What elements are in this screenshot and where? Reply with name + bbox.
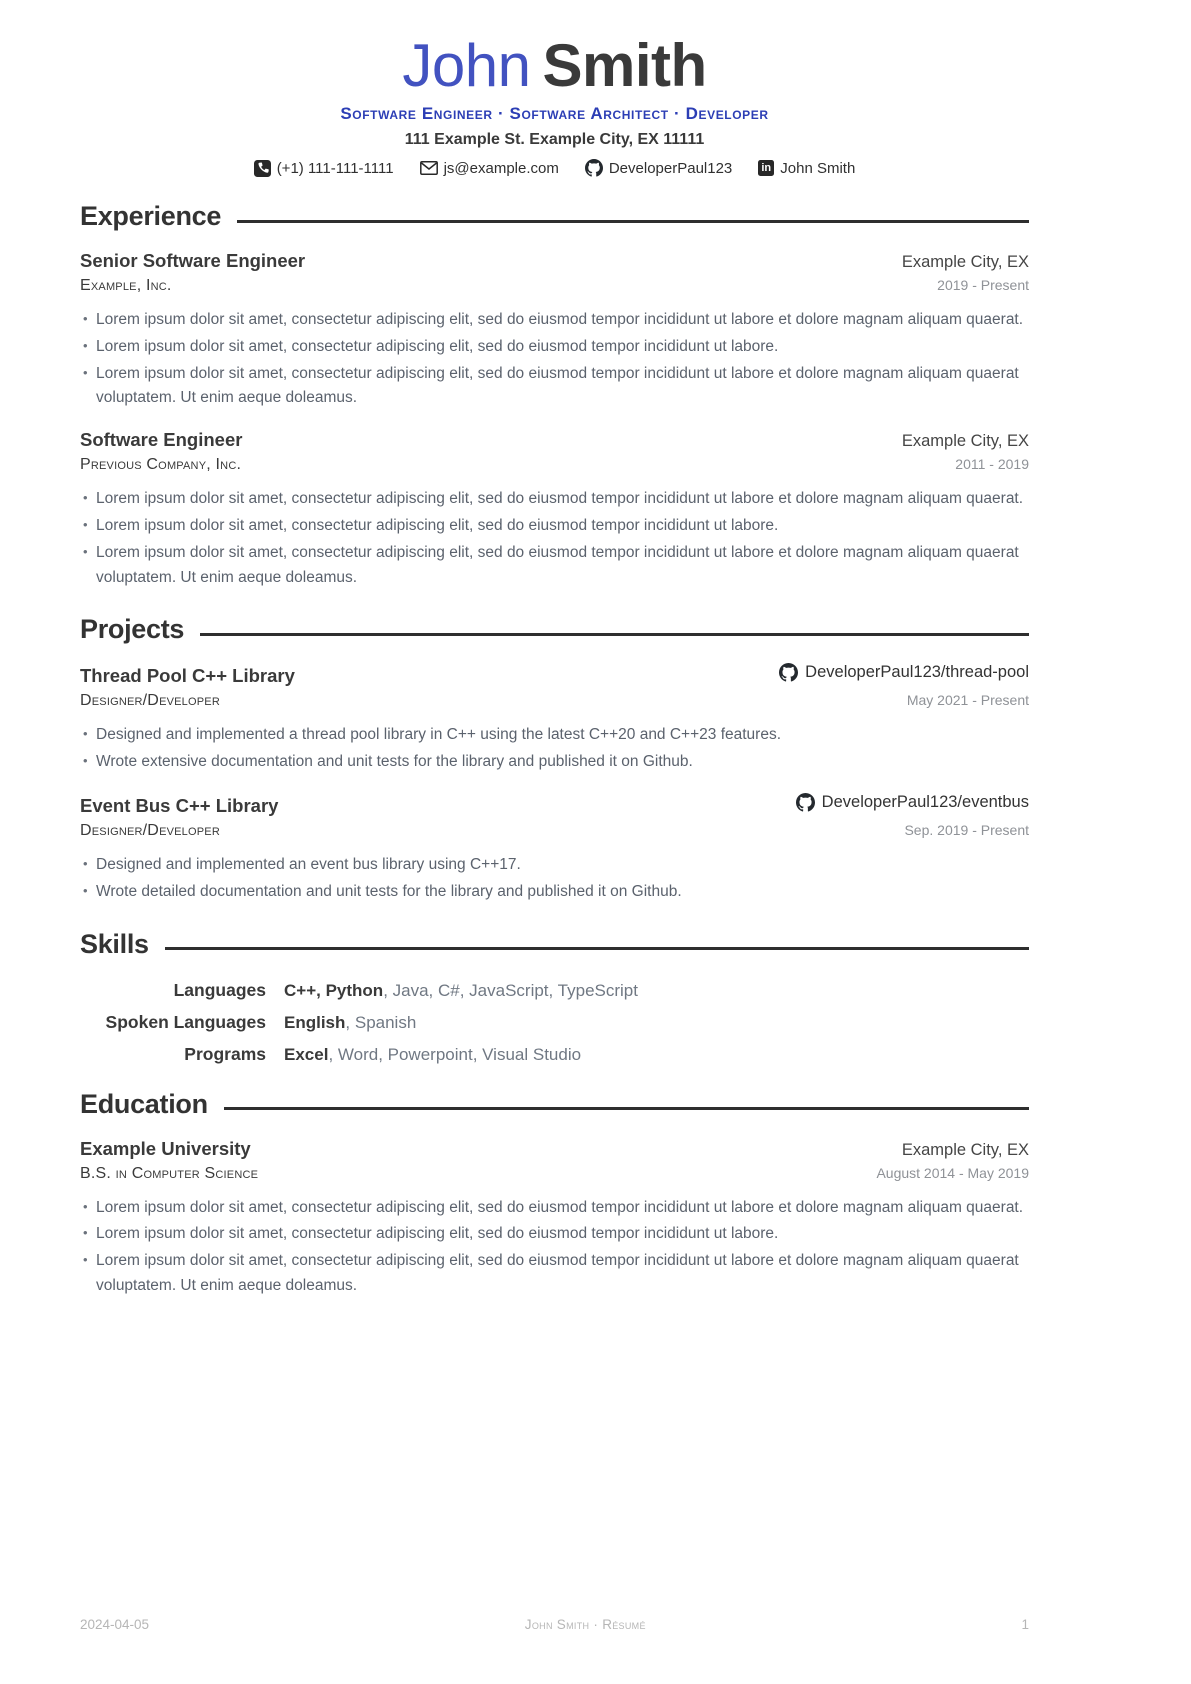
contact-row [80,159,1029,177]
skill-label: Languages [173,979,266,1000]
repo-path: DeveloperPaul123/thread-pool [805,663,1029,682]
skill-label: Programs [184,1043,266,1064]
education-entry-1 [80,1138,1029,1299]
skill-row-spoken-languages [80,1012,1029,1033]
phone-icon [254,160,271,177]
section-title-skills: Skills [80,928,149,959]
github-icon [585,159,603,177]
job-bullet: • Lorem ipsum dolor sit amet, consectetur adipiscing elit, sed do eiusmod tempor incididunt ut labore. [96,514,1029,539]
section-divider [200,633,1029,636]
degree-name: B.S. in Computer Science [80,1164,259,1182]
skill-value: English, Spanish [284,1012,417,1032]
job-title: Software Engineer [80,429,243,451]
project-dates: May 2021 - Present [906,692,1029,709]
education-bullet-list [80,1196,1029,1299]
section-projects [80,614,1029,904]
linkedin-name: John Smith [780,159,856,177]
education-bullet: • Lorem ipsum dolor sit amet, consectetur adipiscing elit, sed do eiusmod tempor incididunt ut labore et dolore magnam aliquam quaerat. [96,1196,1029,1221]
job-title: Senior Software Engineer [80,250,306,271]
education-dates: August 2014 - May 2019 [876,1164,1029,1181]
school-location: Example City, EX [901,1140,1029,1159]
last-name: Smith [542,32,707,99]
skill-label: Spoken Languages [105,1011,266,1032]
resume-header [80,34,1029,177]
project-bullet-list [80,723,1029,775]
skill-value: C++, Python, Java, C#, JavaScript, TypeScript [284,980,638,1000]
project-bullet: • Designed and implemented a thread pool library in C++ using the latest C++20 and C++23 features. [96,723,1029,748]
job-location: Example City, EX [901,432,1029,451]
project-bullet: • Designed and implemented an event bus library using C++17. [96,853,1029,878]
section-divider [237,220,1029,223]
repo-path: DeveloperPaul123/eventbus [821,792,1029,811]
school-name: Example University [80,1137,251,1159]
education-bullet: • Lorem ipsum dolor sit amet, consectetur adipiscing elit, sed do eiusmod tempor incididunt ut labore. [96,1222,1029,1247]
project-repo-link[interactable] [796,793,1029,812]
job-bullet: • Lorem ipsum dolor sit amet, consectetur adipiscing elit, sed do eiusmod tempor incididunt ut labore et dolore magnam aliquam quaerat voluptatem. Ut enim aeque doleamus. [96,541,1029,591]
project-bullet: • Wrote detailed documentation and unit tests for the library and published it on Github. [96,880,1029,905]
job-bullet-list [80,308,1029,411]
linkedin-profile-link[interactable] [758,160,855,177]
project-dates: Sep. 2019 - Present [904,821,1029,838]
experience-entry-1 [80,250,1029,411]
job-bullet-list [80,487,1029,590]
skill-value: Excel, Word, Powerpoint, Visual Studio [284,1044,582,1064]
section-education [80,1089,1029,1299]
section-title-projects: Projects [80,614,185,645]
section-divider [224,1107,1029,1110]
company-name: Example, Inc. [80,277,172,294]
github-username: DeveloperPaul123 [608,159,733,177]
skills-table [80,980,1029,1065]
footer-title: John Smith · Résumé [524,1617,646,1632]
job-bullet: • Lorem ipsum dolor sit amet, consectetur adipiscing elit, sed do eiusmod tempor incididunt ut labore et dolore magnam aliquam quaerat. [96,487,1029,512]
section-skills [80,929,1029,1065]
email-link[interactable] [420,160,559,177]
linkedin-icon: in [758,160,774,176]
job-bullet: • Lorem ipsum dolor sit amet, consectetur adipiscing elit, sed do eiusmod tempor incididunt ut labore et dolore magnam aliquam quaerat voluptatem. Ut enim aeque doleamus. [96,362,1029,412]
section-title-education: Education [80,1088,208,1119]
project-role: Designer/Developer [80,821,220,839]
project-entry-1 [80,663,1029,775]
job-bullet: • Lorem ipsum dolor sit amet, consectetur adipiscing elit, sed do eiusmod tempor incididunt ut labore et dolore magnam aliquam quaerat. [96,308,1029,333]
company-name: Previous Company, Inc. [80,456,242,474]
section-title-experience: Experience [80,201,222,231]
footer-date: 2024-04-05 [80,1617,150,1632]
person-name [80,34,1029,97]
experience-entry-2 [80,429,1029,590]
project-bullet: • Wrote extensive documentation and unit tests for the library and published it on Github. [96,750,1029,775]
mail-icon [420,161,438,175]
section-experience [80,201,1029,590]
project-role: Designer/Developer [80,692,220,710]
address-line: 111 Example St. Example City, EX 11111 [404,131,705,148]
job-bullet: • Lorem ipsum dolor sit amet, consectetur adipiscing elit, sed do eiusmod tempor incididunt ut labore. [96,335,1029,360]
education-bullet: • Lorem ipsum dolor sit amet, consectetur adipiscing elit, sed do eiusmod tempor incididunt ut labore et dolore magnam aliquam quaerat voluptatem. Ut enim aeque doleamus. [96,1249,1029,1299]
section-divider [165,947,1029,950]
footer-page-number: 1 [1021,1617,1029,1632]
job-dates: 2019 - Present [937,277,1029,293]
project-bullet-list [80,853,1029,905]
email-address: js@example.com [443,159,559,177]
project-title: Event Bus C++ Library [80,794,279,816]
project-repo-link[interactable] [779,663,1029,682]
github-profile-link[interactable] [585,159,732,177]
job-dates: 2011 - 2019 [955,456,1029,473]
role-tagline: Software Engineer · Software Architect · Developer [340,104,769,123]
project-title: Thread Pool C++ Library [80,665,295,687]
page-footer [80,1617,1029,1632]
phone-number: (+1) 111-111-1111 [276,159,394,177]
github-icon [796,793,815,812]
first-name: John [402,32,531,99]
skill-row-languages [80,980,1029,1001]
skill-row-programs [80,1044,1029,1065]
github-icon [779,663,798,682]
job-location: Example City, EX [901,253,1029,271]
project-entry-2 [80,793,1029,905]
phone-link[interactable] [254,160,394,177]
